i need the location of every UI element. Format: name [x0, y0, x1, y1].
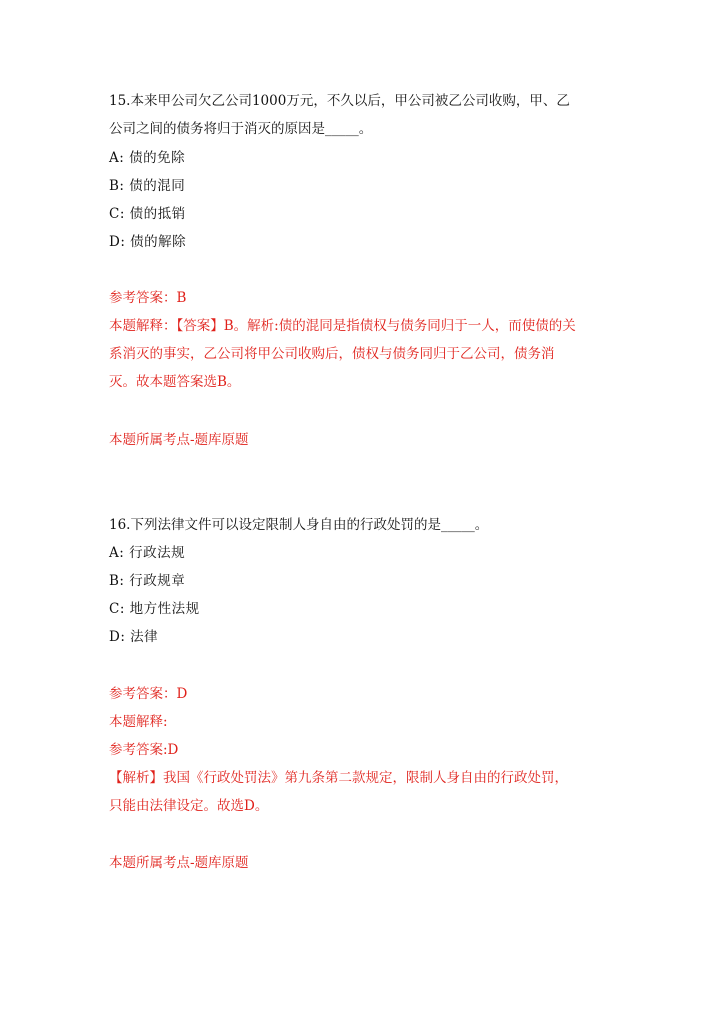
question-16-option-d: D: 法律 — [109, 629, 159, 645]
question-16-answer: 参考答案：D — [109, 686, 188, 702]
question-16-option-b: B: 行政规章 — [109, 573, 186, 589]
question-15-stem-line-2: 公司之间的债务将归于消灭的原因是_____。 — [109, 121, 373, 137]
question-15-option-d: D: 债的解除 — [109, 234, 187, 250]
question-15-answer: 参考答案：B — [109, 290, 187, 306]
question-15-explanation-line-2: 系消灭的事实，乙公司将甲公司收购后，债权与债务同归于乙公司，债务消 — [109, 346, 555, 362]
question-16-explanation-line-1: 本题解释: — [109, 714, 168, 730]
question-16-option-c: C: 地方性法规 — [109, 601, 200, 617]
question-15-option-a: A: 债的免除 — [109, 150, 186, 166]
question-16-extra-line-1: 参考答案:D — [109, 742, 179, 758]
question-15-option-c: C: 债的抵销 — [109, 206, 186, 222]
question-16-stem-line-1: 16.下列法律文件可以设定限制人身自由的行政处罚的是_____。 — [109, 517, 489, 533]
question-16-source: 本题所属考点-题库原题 — [109, 855, 249, 871]
question-16-option-a: A: 行政法规 — [109, 545, 186, 561]
question-15-stem-line-1: 15.本来甲公司欠乙公司1000万元，不久以后，甲公司被乙公司收购，甲、乙 — [109, 93, 570, 109]
question-15-explanation-line-3: 灭。故本题答案选B。 — [109, 374, 241, 390]
question-15-source: 本题所属考点-题库原题 — [109, 432, 249, 448]
question-16-extra-line-2: 【解析】我国《行政处罚法》第九条第二款规定，限制人身自由的行政处罚， — [109, 770, 568, 786]
question-15-option-b: B: 债的混同 — [109, 178, 186, 194]
question-16-extra-line-3: 只能由法律设定。故选D。 — [109, 798, 269, 814]
question-15-explanation-line-1: 本题解释：【答案】B。解析:债的混同是指债权与债务同归于一人，而使债的关 — [109, 318, 576, 334]
